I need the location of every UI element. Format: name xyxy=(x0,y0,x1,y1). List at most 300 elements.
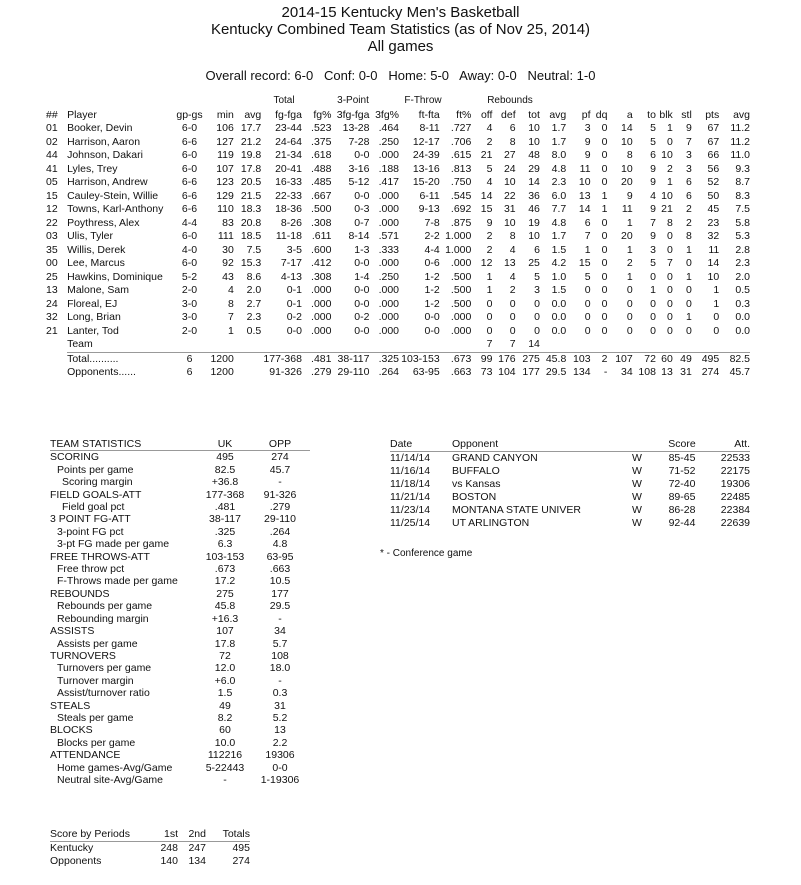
stat-cell: 2.3 xyxy=(246,311,262,323)
stat-cell: 0-7 xyxy=(354,216,370,229)
stat-cell: 2.0 xyxy=(246,284,262,296)
column-header-avg: avg xyxy=(244,109,262,121)
stat-cell: 0 xyxy=(713,311,720,323)
total-row xyxy=(46,352,750,366)
stat-cell: 1.5 xyxy=(551,243,567,256)
stat-cell: 2.7 xyxy=(246,297,262,310)
stat-cell: 1 xyxy=(227,324,234,337)
game-attendance: 22639 xyxy=(720,517,750,529)
player-name: Malone, Sam xyxy=(67,284,129,296)
stat-cell: 45.8 xyxy=(545,352,567,365)
stat-cell: 0 xyxy=(650,270,656,283)
game-score: 85-45 xyxy=(668,452,696,464)
stat-cell: 11 xyxy=(708,243,720,256)
stat-cell: .412 xyxy=(311,257,332,269)
stat-cell: 23 xyxy=(707,216,720,229)
game-row xyxy=(390,491,750,504)
team-stat-label: Turnovers per game xyxy=(57,662,152,675)
stat-cell: 2 xyxy=(685,216,692,229)
stat-cell: 123 xyxy=(216,176,234,188)
stat-cell: 45.7 xyxy=(729,366,750,378)
team-stat-row xyxy=(50,737,310,749)
stat-cell: 1.0 xyxy=(551,270,567,283)
stat-cell: 0-1 xyxy=(286,297,302,310)
stat-cell: 21.5 xyxy=(240,189,262,202)
team-stat-label: FREE THROWS-ATT xyxy=(50,550,150,563)
stat-cell: 4 xyxy=(486,122,493,134)
stat-cell: 0 xyxy=(486,311,493,323)
stat-cell: 19 xyxy=(528,216,540,229)
stat-cell: .308 xyxy=(311,216,332,229)
stat-cell: 82.5 xyxy=(729,352,750,365)
team-row-label: Team xyxy=(67,338,175,352)
stat-cell: .000 xyxy=(378,189,400,202)
empty-cell xyxy=(234,338,261,352)
stat-cell: 6-6 xyxy=(181,189,198,202)
stat-cell: .673 xyxy=(450,352,472,365)
stat-cell: 0-3 xyxy=(354,203,370,215)
stat-cell: 7 xyxy=(227,311,234,323)
player-name: Floreal, EJ xyxy=(67,297,118,310)
group-total-label: Total xyxy=(273,95,295,106)
empty-cell xyxy=(46,338,67,352)
team-stat-row xyxy=(50,551,310,563)
stat-cell: 0 xyxy=(666,311,673,323)
player-row xyxy=(46,284,750,298)
team-stat-label: FIELD GOALS-ATT xyxy=(50,488,142,501)
column-header-pf: pf xyxy=(581,109,591,121)
empty-cell xyxy=(440,338,472,352)
stat-cell: 0 xyxy=(584,284,591,296)
team-stat-label: Points per game xyxy=(57,463,134,476)
stat-cell: 0 xyxy=(666,324,673,337)
stat-cell: 0 xyxy=(685,257,692,269)
stat-cell: 6 xyxy=(186,366,193,378)
stat-cell: .611 xyxy=(311,230,332,242)
stat-cell: 3 xyxy=(685,162,692,175)
stat-cell: 0 xyxy=(584,324,591,337)
stat-cell: 4 xyxy=(227,284,234,296)
game-attendance: 22175 xyxy=(720,465,750,477)
stat-cell: .325 xyxy=(378,352,400,365)
stat-cell: 20.8 xyxy=(240,216,262,229)
stat-cell: 177-368 xyxy=(263,352,302,365)
stat-cell: 6-0 xyxy=(181,257,198,269)
stat-cell: 0.0 xyxy=(735,324,750,337)
game-date: 11/25/14 xyxy=(390,517,431,529)
stat-cell: 0.3 xyxy=(735,297,750,310)
team-stat-uk: 5-22443 xyxy=(205,761,245,774)
stat-cell: 7 xyxy=(650,216,656,229)
report-scope: All games xyxy=(367,38,434,55)
game-row xyxy=(390,504,750,517)
column-header-3fg-fga: 3fg-fga xyxy=(336,109,370,121)
stat-cell: 495 xyxy=(701,352,720,365)
column-header-gp-gs: gp-gs xyxy=(176,109,203,121)
stat-cell: 35 xyxy=(46,243,58,256)
team-stat-opp: - xyxy=(278,674,282,687)
period-score: 134 xyxy=(188,855,206,867)
stat-cell: .667 xyxy=(311,189,332,202)
player-name: Harrison, Aaron xyxy=(67,135,141,148)
stat-cell: 8 xyxy=(626,149,633,161)
stat-cell: 1 xyxy=(666,176,673,188)
team-stat-uk: 275 xyxy=(216,587,234,600)
player-row xyxy=(46,203,750,217)
player-name: Cauley-Stein, Willie xyxy=(67,189,159,202)
stat-cell: 22 xyxy=(46,216,58,229)
player-row xyxy=(46,122,750,136)
stat-cell: 18.3 xyxy=(240,203,262,215)
player-row xyxy=(46,311,750,325)
stat-cell: .571 xyxy=(378,230,400,242)
stat-cell: 3-0 xyxy=(181,311,198,323)
team-stat-row xyxy=(50,476,310,488)
team-stats-header-opp: OPP xyxy=(250,438,310,451)
team-stat-label: 3-pt FG made per game xyxy=(57,538,170,551)
stat-cell: 60 xyxy=(661,352,673,365)
stat-cell: 31 xyxy=(503,203,516,215)
report-title: 2014-15 Kentucky Men's Basketball xyxy=(281,4,520,21)
team-stat-uk: 107 xyxy=(216,625,234,638)
stat-cell: 6-0 xyxy=(181,122,198,134)
stat-cell: 0 xyxy=(601,230,608,242)
stat-cell: 0 xyxy=(713,324,720,337)
stat-cell: 0-0 xyxy=(354,149,370,161)
stat-cell: 107 xyxy=(216,162,234,175)
stat-cell: 2.0 xyxy=(735,270,750,283)
column-header-a: a xyxy=(626,109,633,121)
stat-cell: 127 xyxy=(216,135,234,148)
stat-cell: 3 xyxy=(534,284,540,296)
game-result: W xyxy=(632,504,642,516)
game-date: 11/18/14 xyxy=(390,478,431,490)
game-result: W xyxy=(632,452,642,464)
player-row xyxy=(46,298,750,312)
stat-cell: 1.7 xyxy=(551,230,567,242)
stat-cell: 10 xyxy=(528,230,540,242)
stat-cell: 7.5 xyxy=(246,243,262,256)
team-stat-row xyxy=(50,538,310,550)
stat-cell: 9 xyxy=(650,203,656,215)
stat-cell: 29 xyxy=(528,162,540,175)
stat-cell: .618 xyxy=(311,149,332,161)
stat-cell: 11.2 xyxy=(730,135,750,148)
player-row xyxy=(46,136,750,150)
player-row xyxy=(46,149,750,163)
stat-cell: 274 xyxy=(701,366,720,378)
period-row xyxy=(50,855,250,868)
stat-cell: 11 xyxy=(579,162,591,175)
player-name: Long, Brian xyxy=(67,311,121,323)
stat-cell: .464 xyxy=(378,122,400,134)
stat-cell: 129 xyxy=(216,189,234,202)
team-statistics-header xyxy=(50,438,310,451)
stat-cell: .333 xyxy=(378,243,400,256)
column-header-blk: blk xyxy=(659,109,673,121)
player-row xyxy=(46,271,750,285)
team-stat-uk: 10.0 xyxy=(214,736,236,749)
score-by-periods-header xyxy=(50,828,250,842)
stat-cell xyxy=(46,352,67,366)
team-stat-label: Blocks per game xyxy=(57,736,136,749)
stat-cell: 99 xyxy=(480,352,493,365)
team-stats-header-team-statistics: TEAM STATISTICS xyxy=(50,438,200,451)
stat-cell: 15 xyxy=(46,189,58,202)
team-stat-opp: .663 xyxy=(269,563,291,576)
stat-cell: .813 xyxy=(450,162,472,175)
stat-cell: 49 xyxy=(680,352,692,365)
stat-cell: .000 xyxy=(450,324,472,337)
stat-cell: 17.8 xyxy=(240,162,262,175)
team-stat-opp: 63-95 xyxy=(266,550,294,563)
stat-cell: 5 xyxy=(650,257,656,269)
team-statistics-table xyxy=(50,438,310,786)
team-stat-opp: 18.0 xyxy=(269,662,291,675)
stat-cell: 6-0 xyxy=(181,230,198,242)
stat-cell: 3-5 xyxy=(286,243,302,256)
stat-cell: .000 xyxy=(450,257,472,269)
stat-cell: 0-0 xyxy=(286,324,302,337)
stat-cell: 9 xyxy=(685,122,692,134)
stat-cell: 9.3 xyxy=(735,162,750,175)
stat-cell: .485 xyxy=(311,176,332,188)
game-result: W xyxy=(632,491,642,503)
stat-cell: 4-13 xyxy=(280,270,302,283)
stat-cell: 0 xyxy=(601,257,608,269)
stat-cell: 02 xyxy=(46,135,58,148)
stat-cell: 15 xyxy=(578,257,591,269)
team-stat-label: BLOCKS xyxy=(50,724,93,737)
stat-cell: 01 xyxy=(46,122,58,134)
team-stat-label: Rebounding margin xyxy=(57,612,149,625)
stat-cell: 119 xyxy=(217,149,234,161)
stat-cell: 72 xyxy=(644,352,656,365)
empty-cell xyxy=(566,338,590,352)
stat-cell: 14 xyxy=(707,257,720,269)
team-stat-row xyxy=(50,451,310,464)
empty-cell xyxy=(261,338,302,352)
stat-cell: .250 xyxy=(378,135,400,148)
team-stat-uk: 495 xyxy=(216,451,234,464)
team-stat-uk: 8.2 xyxy=(217,711,233,724)
player-name: Hawkins, Dominique xyxy=(67,270,163,283)
team-stat-opp: .279 xyxy=(269,501,291,514)
stat-cell: 32 xyxy=(46,311,58,323)
stat-cell: 2 xyxy=(486,230,493,242)
report-subtitle: Kentucky Combined Team Statistics (as of Nov 25, 2014) xyxy=(210,21,591,38)
stat-cell: 0 xyxy=(534,311,540,323)
team-stat-uk: 17.2 xyxy=(214,575,236,588)
stat-cell: 14 xyxy=(480,189,493,202)
stat-cell: 10 xyxy=(621,162,633,175)
stat-cell: 0-0 xyxy=(424,324,440,337)
stat-cell: 0 xyxy=(666,270,673,283)
stat-cell: 0 xyxy=(486,324,493,337)
stat-cell: 18-36 xyxy=(275,203,302,215)
game-date: 11/23/14 xyxy=(390,504,431,516)
stat-cell: 0-0 xyxy=(354,324,370,337)
stat-cell: 1 xyxy=(713,284,720,296)
stat-cell: 21 xyxy=(661,203,673,215)
stat-cell: .663 xyxy=(450,366,472,378)
stat-cell: 8.3 xyxy=(735,189,750,202)
stat-cell: 6-6 xyxy=(181,203,198,215)
team-stat-row xyxy=(50,563,310,575)
stat-cell: 10 xyxy=(621,135,633,148)
empty-cell xyxy=(673,338,692,352)
stat-cell: 36 xyxy=(528,189,540,202)
team-stat-uk: - xyxy=(223,773,227,786)
player-name: Towns, Karl-Anthony xyxy=(67,203,164,215)
empty-cell xyxy=(633,338,656,352)
stat-cell: 0 xyxy=(509,297,516,310)
stat-cell: 46 xyxy=(528,203,540,215)
period-score: 247 xyxy=(188,842,206,854)
stat-cell: 0 xyxy=(626,297,633,310)
stat-cell: 8-11 xyxy=(419,122,440,134)
stat-cell: 0-0 xyxy=(354,297,370,310)
games-header-score: Score xyxy=(654,438,710,452)
stat-cell: .279 xyxy=(311,366,332,378)
stat-cell: 45 xyxy=(707,203,720,215)
stat-cell: 3 xyxy=(584,122,591,134)
team-stat-row xyxy=(50,675,310,687)
stat-cell: 10 xyxy=(503,176,516,188)
game-opponent: MONTANA STATE UNIVER xyxy=(452,504,581,516)
stat-cell: 110 xyxy=(217,203,234,215)
stat-cell: 1.7 xyxy=(551,122,567,134)
stat-cell: 1.000 xyxy=(445,243,472,256)
stat-cell: .250 xyxy=(378,270,400,283)
game-result: W xyxy=(632,478,642,490)
stat-cell: .488 xyxy=(311,162,332,175)
stat-cell: 8 xyxy=(227,297,234,310)
stat-cell: 1-2 xyxy=(424,270,440,283)
stat-cell: 1 xyxy=(486,284,493,296)
team-stat-row xyxy=(50,662,310,674)
game-score: 72-40 xyxy=(668,478,696,490)
stat-cell: 48 xyxy=(528,149,540,161)
period-score: 140 xyxy=(160,855,178,867)
stat-cell: 2 xyxy=(601,352,608,365)
column-header-ft: ft% xyxy=(456,109,472,121)
team-stat-label: Neutral site-Avg/Game xyxy=(57,773,164,786)
stat-cell: 0-2 xyxy=(354,311,370,323)
stat-cell: 7.5 xyxy=(735,203,750,215)
stat-cell: 11 xyxy=(621,203,633,215)
stat-cell: 134 xyxy=(573,366,591,378)
stat-cell: 0 xyxy=(601,135,608,148)
stat-cell: 103-153 xyxy=(401,352,440,365)
stat-cell: .188 xyxy=(378,162,400,175)
team-stat-opp: 13 xyxy=(274,724,286,737)
team-stat-opp: 5.7 xyxy=(272,637,288,650)
stat-cell: 9 xyxy=(650,176,656,188)
stat-cell: 2 xyxy=(486,135,493,148)
empty-cell xyxy=(331,338,369,352)
stat-cell xyxy=(234,366,261,380)
games-header-opponent: Opponent xyxy=(452,438,620,452)
player-row xyxy=(46,257,750,271)
overall-record: Overall record: 6-0 Conf: 0-0 Home: 5-0 Away: 0-0 Neutral: 1-0 xyxy=(205,68,596,83)
stat-cell: 10 xyxy=(661,149,673,161)
stat-cell: 0 xyxy=(626,284,633,296)
team-stat-label: ATTENDANCE xyxy=(50,749,121,762)
stat-cell: 25 xyxy=(528,257,540,269)
stat-cell: .000 xyxy=(378,284,400,296)
team-stat-row xyxy=(50,749,310,761)
game-score: 71-52 xyxy=(668,465,696,477)
team-stat-opp: 0-0 xyxy=(272,761,288,774)
stat-cell: 0 xyxy=(685,324,692,337)
stat-cell: 4 xyxy=(650,189,656,202)
stat-cell: 34 xyxy=(621,366,633,378)
stat-cell: .000 xyxy=(378,297,400,310)
stat-cell: 0 xyxy=(601,162,608,175)
score-by-periods-table xyxy=(50,828,250,868)
stat-cell: .481 xyxy=(311,352,332,365)
empty-cell xyxy=(302,338,332,352)
stat-cell: 1 xyxy=(685,243,692,256)
empty-cell xyxy=(607,338,632,352)
stat-cell: 22-33 xyxy=(275,189,302,202)
stat-cell: 8-14 xyxy=(348,230,370,242)
stat-cell: 0-0 xyxy=(354,189,370,202)
column-header-avg: avg xyxy=(549,109,567,121)
team-stat-opp: 2.2 xyxy=(272,736,288,749)
player-name: Lanter, Tod xyxy=(67,324,119,337)
stat-cell: 92 xyxy=(222,257,234,269)
stat-cell: 19.8 xyxy=(240,149,262,161)
stat-cell: 7-28 xyxy=(348,135,370,148)
column-header-def: def xyxy=(501,109,516,121)
stat-cell: 63-95 xyxy=(412,366,440,378)
stat-cell: .000 xyxy=(311,324,332,337)
stat-cell: 22 xyxy=(503,189,516,202)
stat-cell: 2-0 xyxy=(181,324,198,337)
stat-cell: .875 xyxy=(450,216,472,229)
team-stat-label: Turnover margin xyxy=(57,674,134,687)
team-stat-opp: 0.3 xyxy=(272,687,288,700)
stat-cell: 8 xyxy=(509,230,516,242)
team-stat-uk: 112216 xyxy=(207,749,243,762)
periods-header-1st: 1st xyxy=(150,828,178,842)
stat-cell: 50 xyxy=(707,189,720,202)
game-results-table xyxy=(390,438,750,530)
total-row-label: Total.......... xyxy=(67,352,119,365)
game-row xyxy=(390,452,750,466)
stat-cell: 0.0 xyxy=(551,324,567,337)
game-date: 11/16/14 xyxy=(390,465,431,477)
column-header-stl: stl xyxy=(681,109,692,121)
stat-cell: 29-110 xyxy=(337,366,370,378)
game-row xyxy=(390,517,750,530)
stat-cell: .545 xyxy=(450,189,472,202)
stat-cell: 0-0 xyxy=(424,311,440,323)
stat-cell: 13 xyxy=(503,257,516,269)
team-stat-label: 3-point FG pct xyxy=(57,525,124,538)
stat-cell: 1 xyxy=(650,284,656,296)
stat-cell: 1.7 xyxy=(551,135,567,148)
stat-cell: 2 xyxy=(486,243,493,256)
stat-cell: - xyxy=(603,366,608,378)
stat-cell: 10 xyxy=(661,189,673,202)
game-attendance: 22485 xyxy=(720,491,750,503)
stat-cell: 0-0 xyxy=(354,284,370,296)
stat-cell: 6 xyxy=(534,243,540,256)
stat-cell: 0 xyxy=(626,311,633,323)
